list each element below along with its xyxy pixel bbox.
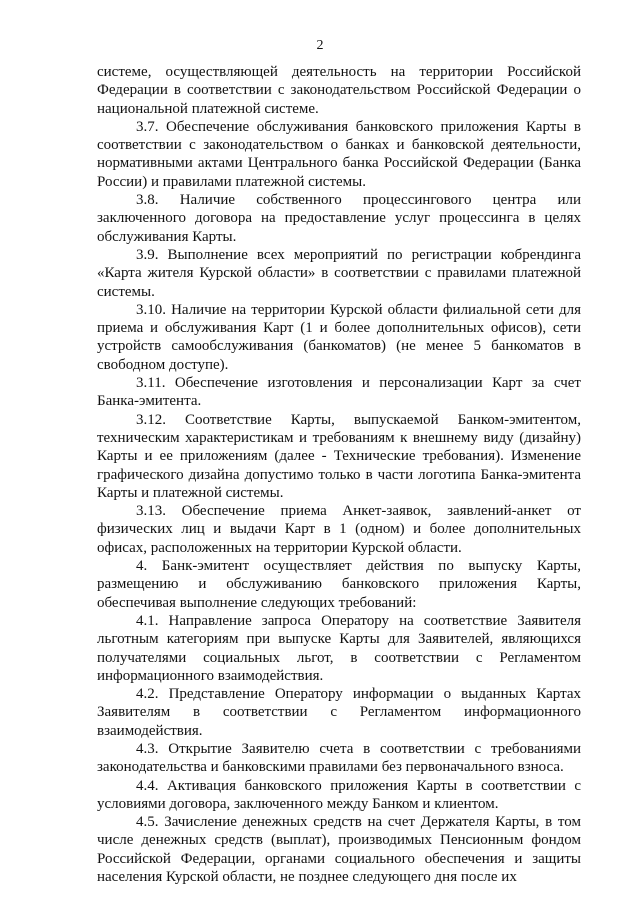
paragraph-4-1: 4.1. Направление запроса Оператору на соответствие Заявителя льготным категориям при выпуске Карты для Заявителей, являющихся получателями социальных льгот, в соответствии с Регламентом информационного взаимодействия. [97, 612, 581, 684]
page-number: 2 [316, 38, 324, 53]
paragraph-continuation: системе, осуществляющей деятельность на территории Российской Федерации в соответствии с законодательством Российской Федерации о национальной платежной системе. [97, 64, 581, 117]
paragraph-3-8: 3.8. Наличие собственного процессингового центра или заключенного договора на предоставление услуг процессинга в целях обслуживания Карты. [97, 192, 581, 245]
paragraph-3-7: 3.7. Обеспечение обслуживания банковского приложения Карты в соответствии с законодательством о банках и банковской деятельности, нормативными актами Центрального банка Российской Федерации (Банка России) и правилами платежной системы. [97, 118, 581, 190]
paragraph-4-4: 4.4. Активация банковского приложения Карты в соответствии с условиями договора, заключенного между Банком и клиентом. [97, 777, 581, 812]
paragraph-3-13: 3.13. Обеспечение приема Анкет-заявок, заявлений-анкет от физических лиц и выдачи Карт в 1 (одном) и более дополнительных офисах, расположенных на территории Курской области. [97, 503, 581, 556]
document-body [97, 63, 581, 886]
paragraph-3-9: 3.9. Выполнение всех мероприятий по регистрации кобрендинга «Карта жителя Курской области» в соответствии с правилами платежной системы. [97, 246, 581, 300]
paragraph-4-3: 4.3. Открытие Заявителю счета в соответствии с требованиями законодательства и банковскими правилами без первоначального взноса. [97, 740, 581, 776]
paragraph-4-2: 4.2. Представление Оператору информации о выданных Картах Заявителям в соответствии с Регламентом информационного взаимодействия. [97, 686, 581, 739]
paragraph-3-12: 3.12. Соответствие Карты, выпускаемой Банком-эмитентом, техническим характеристикам и требованиям к внешнему виду (дизайну) Карты и ее приложениям (далее - Технические требования). Изменение графического дизайна допустимо только в части логотипа Банка-эмитента Карты и платежной системы. [97, 411, 581, 501]
paragraph-3-11: 3.11. Обеспечение изготовления и персонализации Карт за счет Банка-эмитента. [97, 375, 581, 410]
paragraph-4-5: 4.5. Зачисление денежных средств на счет Держателя Карты, в том числе денежных средств (выплат), производимых Пенсионным фондом Российской Федерации, органами социального обеспечения и защиты населения Курской области, не позднее следующего дня после их [97, 814, 581, 886]
paragraph-4: 4. Банк-эмитент осуществляет действия по выпуску Карты, размещению и обслуживанию банковского приложения Карты, обеспечивая выполнение следующих требований: [97, 558, 581, 611]
paragraph-3-10: 3.10. Наличие на территории Курской области филиальной сети для приема и обслуживания Карт (1 и более дополнительных офисов), сети устройств самообслуживания (банкоматов) (не менее 5 банкоматов в свободном доступе). [97, 301, 581, 373]
